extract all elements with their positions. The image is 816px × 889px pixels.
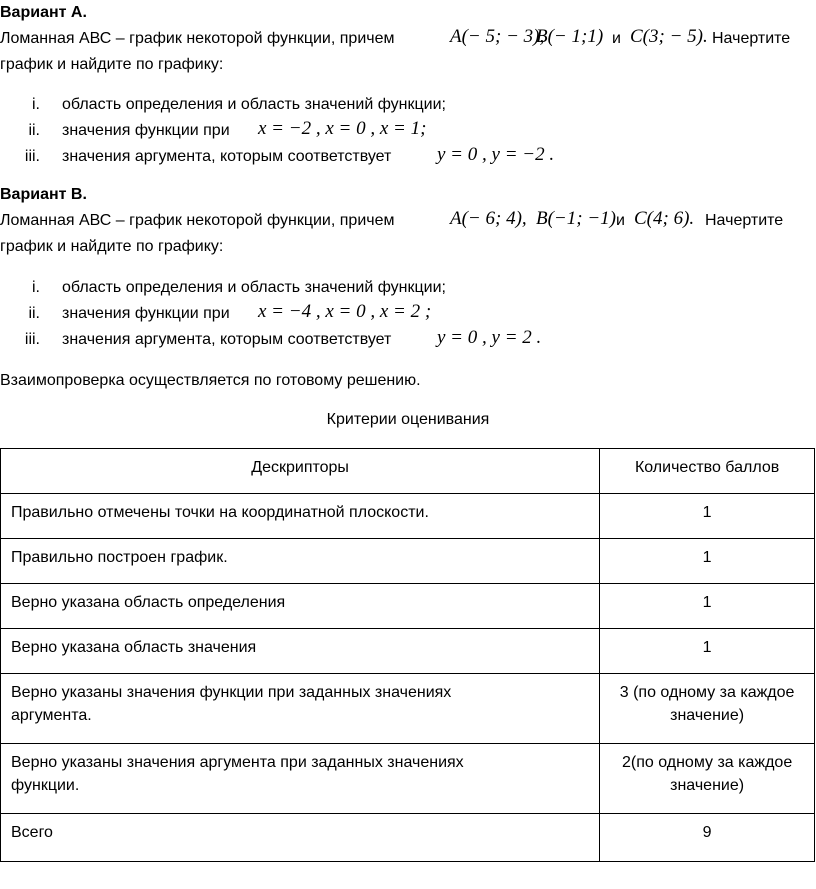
item-text: область определения и область значений функции; — [62, 96, 446, 113]
item-text: область определения и область значений функции; — [62, 279, 446, 296]
table-row-total — [1, 814, 815, 862]
points-cell: 1 — [600, 494, 815, 539]
variant-b-line1-end: Начертите — [705, 212, 784, 229]
variant-a-line1 — [0, 30, 394, 48]
conjunction: и — [616, 212, 625, 229]
table-row — [1, 674, 815, 744]
descriptor-cell: Верно указаны значения функции при заданных значениях аргумента. — [1, 674, 600, 744]
item-text: значения функции при — [62, 122, 230, 139]
table-row — [1, 494, 815, 539]
header-descriptors: Дескрипторы — [1, 449, 600, 494]
header-points: Количество баллов — [600, 449, 815, 494]
point-b: B(−1; −1) — [536, 208, 616, 229]
total-label: Всего — [1, 814, 600, 862]
item-math: y = 0 , y = −2 . — [437, 144, 555, 165]
item-number: iii. — [24, 331, 40, 348]
descriptor-cell: Правильно отмечены точки на координатной плоскости. — [1, 494, 600, 539]
item-math: x = −2 , x = 0 , x = 1; — [258, 118, 427, 139]
table-row — [1, 584, 815, 629]
variant-b-title: Вариант В. — [0, 186, 87, 203]
variant-b-line2: график и найдите по графику: — [0, 238, 224, 255]
item-number: ii. — [28, 305, 40, 322]
variant-b-intro: Ломанная АВС – график некоторой функции, причем — [0, 212, 395, 229]
descriptor-cell: Верно указана область значения — [1, 629, 600, 674]
points-cell: 1 — [600, 584, 815, 629]
table-row — [1, 744, 815, 814]
conjunction: и — [612, 30, 621, 47]
points-cell: 3 (по одному за каждое значение) — [600, 674, 815, 744]
item-number: iii. — [24, 148, 40, 165]
item-number: i. — [32, 96, 40, 113]
item-math: y = 0 , y = 2 . — [437, 327, 542, 348]
item-text: значения функции при — [62, 305, 230, 322]
criteria-table — [0, 448, 815, 862]
item-text: значения аргумента, которым соответствует — [62, 148, 392, 165]
points-cell: 2(по одному за каждое значение) — [600, 744, 815, 814]
item-number: ii. — [28, 122, 40, 139]
table-row — [1, 539, 815, 584]
item-math: x = −4 , x = 0 , x = 2 ; — [258, 301, 432, 322]
variant-a-line2: график и найдите по графику: — [0, 56, 224, 73]
points-cell: 1 — [600, 539, 815, 584]
descriptor-cell: Верно указана область определения — [1, 584, 600, 629]
point-c: C(3; − 5). — [630, 26, 708, 47]
item-number: i. — [32, 279, 40, 296]
check-note: Взаимопроверка осуществляется по готовому решению. — [0, 372, 421, 389]
table-row — [1, 629, 815, 674]
total-points: 9 — [600, 814, 815, 862]
point-a: A(− 5; − 3), — [450, 26, 545, 47]
variant-a-intro: Ломанная АВС – график некоторой функции, причем — [0, 30, 395, 47]
point-c: C(4; 6). — [634, 208, 695, 229]
descriptor-cell: Верно указаны значения аргумента при заданных значениях функции. — [1, 744, 600, 814]
table-header-row — [1, 449, 815, 494]
descriptor-cell: Правильно построен график. — [1, 539, 600, 584]
point-a: A(− 6; 4), — [450, 208, 527, 229]
variant-b-line1 — [0, 212, 394, 230]
criteria-title: Критерии оценивания — [326, 411, 490, 428]
variant-a-line1-end: Начертите — [712, 30, 791, 47]
point-b: B(− 1;1) — [536, 26, 604, 47]
variant-a-title: Вариант А. — [0, 4, 87, 21]
points-cell: 1 — [600, 629, 815, 674]
item-text: значения аргумента, которым соответствует — [62, 331, 392, 348]
